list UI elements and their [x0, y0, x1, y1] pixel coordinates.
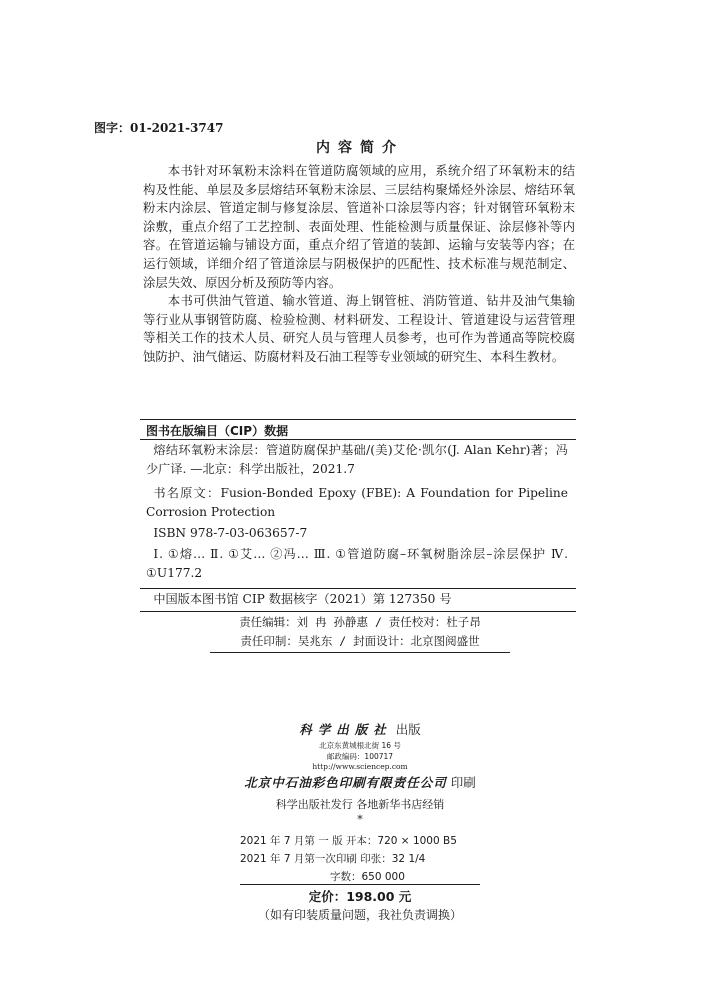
- cip-verification: 中国版本图书馆 CIP 数据核字（2021）第 127350 号: [153, 592, 452, 606]
- cip-top-rule: [140, 419, 576, 420]
- cip-classification: Ⅰ. ①熔… Ⅱ. ①艾… ②冯… Ⅲ. ①管道防腐–环氧树脂涂层–涂层保护 Ⅳ. ①U177.2: [146, 547, 568, 580]
- distribution-line: 科学出版社发行 各地新华书店经销: [275, 798, 445, 811]
- cip-bottom-rule: [140, 611, 576, 612]
- separator-star: *: [357, 813, 363, 826]
- editors-line-1: 责任编辑：刘 冉 孙静惠 / 责任校对：杜子昂: [239, 615, 481, 629]
- publisher-name: 科学出版社: [299, 722, 392, 737]
- price-rule: [240, 884, 480, 885]
- publisher-url: http://www.sciencep.com: [312, 762, 408, 771]
- registration-number: 图字：01-2021-3747: [94, 121, 224, 135]
- price: 定价：198.00 元: [308, 889, 412, 904]
- cip-heading-rule: [140, 439, 576, 440]
- publisher-address: 北京东黄城根北街 16 号: [319, 741, 401, 750]
- summary-paragraph-2: 本书可供油气管道、输水管道、海上钢管桩、消防管道、钻井及油气集输等行业从事钢管防腐、检验检测、材料研发、工程设计、管道建设与运营管理等相关工作的技术人员、研究人员与管理人员参考，也可作为普通高等院校腐蚀防护、油气储运、防腐材料及石油工程等专业领域的研究生、本科生教材。: [143, 293, 575, 364]
- publisher-suffix: 出版: [395, 722, 421, 737]
- printing-line: 2021 年 7 月第一次印刷 印张：32 1/4: [240, 853, 426, 865]
- printer-name: 北京中石油彩色印刷有限责任公司: [244, 775, 447, 790]
- edition-line: 2021 年 7 月第 一 版 开本：720 × 1000 B5: [240, 835, 457, 847]
- publisher-line: [0, 720, 720, 738]
- cip-entry: 熔结环氧粉末涂层：管道防腐保护基础/(美)艾伦·凯尔(J. Alan Kehr)著；冯少广译. —北京：科学出版社，2021.7: [146, 443, 568, 476]
- quality-notice: （如有印装质量问题，我社负责调换）: [257, 908, 462, 922]
- cip-heading: 图书在版编目（CIP）数据: [146, 424, 289, 438]
- word-count: 字数：650 000: [330, 871, 405, 883]
- summary-paragraph-1: 本书针对环氧粉末涂料在管道防腐领域的应用，系统介绍了环氧粉末的结构及性能、单层及多层熔结环氧粉末涂层、三层结构聚烯烃外涂层、熔结环氧粉末内涂层、管道定制与修复涂层、管道补口涂层等内容；针对钢管环氧粉末涂敷，重点介绍了工艺控制、表面处理、性能检测与质量保证、涂层修补等内容。在管道运输与铺设方面，重点介绍了管道的装卸、运输与安装等内容；在运行领域，详细介绍了管道涂层与阴极保护的匹配性、技术标准与规范制定、涂层失效、原因分析及预防等内容。: [143, 163, 575, 290]
- printer-suffix: 印刷: [450, 775, 476, 790]
- printer-line: [0, 773, 720, 791]
- cip-original-title: 书名原文：Fusion-Bonded Epoxy (FBE): A Foundation for Pipeline Corrosion Protection: [146, 486, 568, 519]
- editors-rule: [210, 652, 510, 653]
- summary-section: [143, 162, 575, 367]
- cip-mid-rule: [140, 588, 576, 589]
- publisher-postcode: 邮政编码：100717: [326, 752, 394, 761]
- cip-isbn: ISBN 978-7-03-063657-7: [153, 526, 308, 540]
- summary-title: 内容简介: [316, 140, 404, 156]
- editors-line-2: 责任印制：吴兆东 / 封面设计：北京图阅盛世: [240, 634, 480, 648]
